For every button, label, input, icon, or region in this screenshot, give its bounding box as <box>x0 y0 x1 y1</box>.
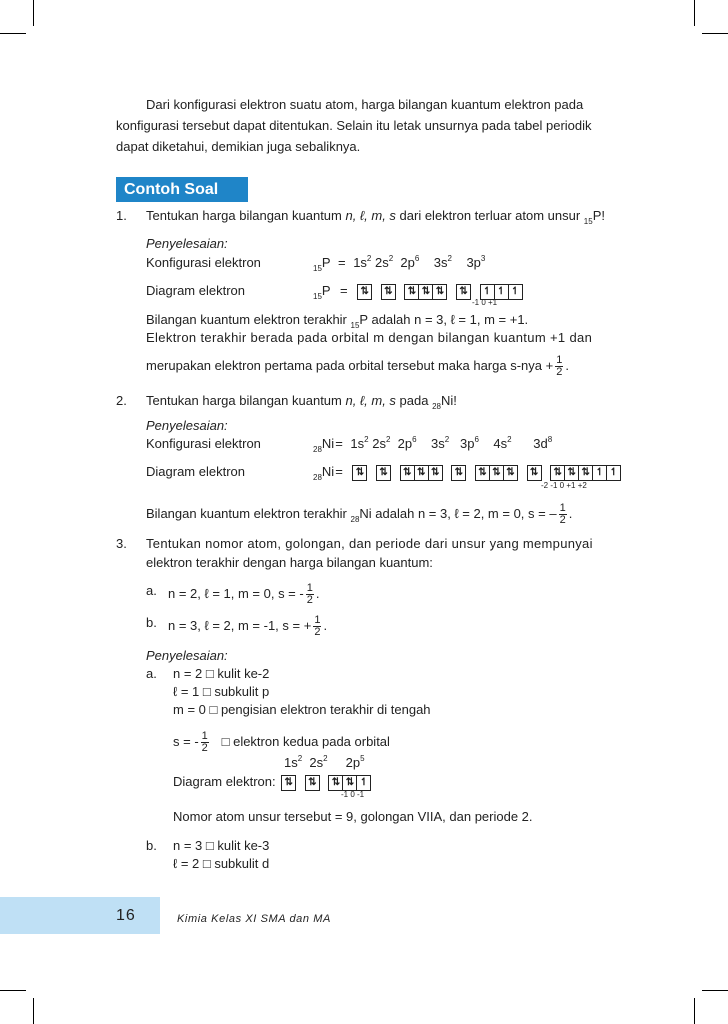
config-element: P <box>321 255 331 270</box>
orbital: 2p <box>345 755 361 770</box>
q1-m-values: -1 0 +1 <box>472 298 498 307</box>
q3-line2: elektron terakhir dengan harga bilangan kuantum: <box>146 555 433 570</box>
orbital-box: ↿ <box>356 775 371 791</box>
crop-mark <box>694 0 695 26</box>
orbital-box: ⇅ <box>564 465 579 481</box>
orbital-count: 2 <box>447 254 452 263</box>
q3-sa-diagram <box>173 774 376 791</box>
orbital: 3p <box>466 255 481 270</box>
orbital-group-1s <box>357 283 371 300</box>
orbital-count: 8 <box>547 435 553 444</box>
q3-sa-label: a. <box>146 666 157 681</box>
q2-config-label: Konfigurasi elektron <box>146 436 261 451</box>
q2-element: Ni! <box>440 393 457 408</box>
q1-vars: n, ℓ, m, s <box>345 208 396 223</box>
diagram-element: P <box>321 283 331 298</box>
q3-sb-label: b. <box>146 838 157 853</box>
q3-b-label: b. <box>146 615 157 630</box>
section-title-text: Contoh Soal <box>124 181 219 198</box>
q2-sub: 28 <box>432 402 441 411</box>
orbital-group-3s <box>451 464 465 481</box>
fraction <box>555 355 563 378</box>
q2-line1 <box>146 503 572 526</box>
orbital-box: ⇅ <box>376 465 391 481</box>
q1-element: P! <box>592 208 605 223</box>
orbital-box: ⇅ <box>550 465 565 481</box>
orbital-group-4s <box>527 464 541 481</box>
orbital-count: 6 <box>412 435 417 444</box>
orbital-count: 2 <box>507 435 512 444</box>
orbital-count: 2 <box>323 754 328 763</box>
q2-m-values: -2 -1 0 +1 +2 <box>541 481 587 490</box>
orbital-box: ⇅ <box>404 284 419 300</box>
orbital: 1s <box>284 755 298 770</box>
page-number: 16 <box>116 907 136 924</box>
orbital-box: ⇅ <box>305 775 320 791</box>
q1-text-pre: Tentukan harga bilangan kuantum <box>146 208 346 223</box>
end-dot: . <box>315 585 320 601</box>
footer-bar <box>0 897 160 934</box>
config-eq: = <box>337 255 346 270</box>
orbital-group-3s <box>456 283 470 300</box>
book-title: Kimia Kelas XI SMA dan MA <box>177 913 331 925</box>
q3-sa-result: Nomor atom unsur tersebut = 9, golongan VIIA, dan periode 2. <box>173 809 533 824</box>
orbital-count: 2 <box>388 254 394 263</box>
intro-line: Dari konfigurasi elektron suatu atom, harga bilangan kuantum elektron pada <box>146 97 584 112</box>
orbital-box: ↿ <box>592 465 607 481</box>
q3-sa-diagram-label: Diagram elektron: <box>173 774 276 789</box>
q2-diagram-label: Diagram elektron <box>146 464 245 479</box>
orbital-box: ⇅ <box>414 465 429 481</box>
orbital: 2s <box>375 255 389 270</box>
orbital-box: ⇅ <box>432 284 447 300</box>
q2-line1-pre: Bilangan kuantum elektron terakhir <box>146 505 351 521</box>
q2-line1-post: Ni adalah n = 3, ℓ = 2, m = 0, s = – <box>359 505 557 521</box>
orbital-count: 6 <box>414 254 420 263</box>
q2-config <box>313 436 552 454</box>
orbital: 1s <box>350 436 365 451</box>
diagram-sub: 28 <box>313 473 322 482</box>
q3-number: 3. <box>116 536 127 551</box>
q1-config-label: Konfigurasi elektron <box>146 255 261 270</box>
orbital: 1s <box>353 255 367 270</box>
q1-line1-pre: Bilangan kuantum elektron terakhir <box>146 312 351 327</box>
q1-line1-sub: 15 <box>350 321 360 330</box>
orbital-box: ⇅ <box>578 465 593 481</box>
orbital-box: ⇅ <box>489 465 504 481</box>
crop-mark <box>0 990 26 991</box>
end-dot: . <box>565 357 569 373</box>
config-sub: 28 <box>313 445 322 454</box>
q1-line1 <box>146 312 528 330</box>
q3-sb-line: ℓ = 2 □ subkulit d <box>173 856 270 871</box>
q2-solution-label: Penyelesaian: <box>146 418 228 433</box>
q3-a-label: a. <box>146 583 157 598</box>
crop-mark <box>33 998 34 1024</box>
orbital-box: ↿ <box>480 284 495 300</box>
orbital-box: ⇅ <box>328 775 343 791</box>
q3-sa-line: m = 0 □ pengisian elektron terakhir di tengah <box>173 702 431 717</box>
q3-sa-config <box>284 755 365 773</box>
orbital-box: ↿ <box>508 284 523 300</box>
orbital: 3s <box>431 436 445 451</box>
orbital-group-3d <box>550 464 620 481</box>
q1-text-mid: dari elektron terluar atom unsur <box>395 208 584 223</box>
q1-question <box>146 208 605 226</box>
q2-diagram <box>313 464 626 482</box>
q3-line1: Tentukan nomor atom, golongan, dan periode dari unsur yang mempunyai <box>146 536 593 551</box>
orbital-box: ⇅ <box>342 775 357 791</box>
orbital-box: ⇅ <box>527 465 542 481</box>
crop-mark <box>0 33 26 34</box>
q1-diagram-label: Diagram elektron <box>146 283 245 298</box>
q3-sa-s-pre: s = - <box>173 733 199 749</box>
orbital-box: ⇅ <box>352 465 367 481</box>
fraction <box>559 503 567 526</box>
intro-line: dapat diketahui, demikian juga sebaliknya. <box>116 139 361 154</box>
orbital-box: ⇅ <box>281 775 296 791</box>
q3-solution-label: Penyelesaian: <box>146 648 228 663</box>
orbital-box: ⇅ <box>475 465 490 481</box>
fraction-den: 2 <box>314 626 321 638</box>
q3-a-text: n = 2, ℓ = 1, m = 0, s = - <box>168 585 304 601</box>
crop-mark <box>702 33 728 34</box>
orbital: 4s <box>493 436 508 451</box>
orbital: 3d <box>533 436 548 451</box>
q2-vars: n, ℓ, m, s <box>345 393 396 408</box>
orbital-group-1s <box>281 774 295 791</box>
diagram-eq: = <box>335 464 343 479</box>
fraction-den: 2 <box>559 514 566 526</box>
orbital-count: 5 <box>360 754 365 763</box>
fraction-num: 1 <box>306 582 313 594</box>
orbital-box: ⇅ <box>503 465 518 481</box>
crop-mark <box>33 0 34 26</box>
diagram-sub: 15 <box>313 292 322 301</box>
config-element: Ni <box>321 436 335 451</box>
crop-mark <box>702 990 728 991</box>
orbital-group-2p <box>400 464 442 481</box>
orbital-group-2p <box>328 774 370 791</box>
orbital-group-2s <box>376 464 390 481</box>
orbital-count: 2 <box>444 435 450 444</box>
orbital-box: ⇅ <box>451 465 466 481</box>
q1-line2: Elektron terakhir berada pada orbital m dengan bilangan kuantum +1 dan <box>146 330 593 345</box>
q2-line1-sub: 28 <box>350 514 360 524</box>
orbital: 2p <box>400 255 415 270</box>
orbital: 2p <box>397 436 413 451</box>
orbital-box: ⇅ <box>428 465 443 481</box>
end-dot: . <box>568 505 573 521</box>
orbital: 3s <box>433 255 448 270</box>
orbital-box: ⇅ <box>400 465 415 481</box>
fraction <box>201 731 209 754</box>
q1-sub: 15 <box>583 217 593 226</box>
diagram-element: Ni <box>321 464 335 479</box>
orbital-count: 2 <box>385 435 391 444</box>
section-title <box>116 177 248 202</box>
orbital-count: 6 <box>474 435 479 444</box>
fraction-num: 1 <box>201 730 208 742</box>
q2-question <box>146 393 457 411</box>
q2-text-pre: Tentukan harga bilangan kuantum <box>146 393 346 408</box>
fraction-num: 1 <box>556 354 563 366</box>
q3-sb-line: n = 3 □ kulit ke-3 <box>173 838 270 853</box>
q2-text-mid: pada <box>395 393 433 408</box>
q1-line1-post: P adalah n = 3, ℓ = 1, m = +1. <box>359 312 529 327</box>
diagram-eq: = <box>339 283 348 298</box>
orbital-box: ⇅ <box>357 284 372 300</box>
orbital-group-2p <box>404 283 446 300</box>
q3-sa-line: ℓ = 1 □ subkulit p <box>173 684 270 699</box>
q1-line3 <box>146 355 569 378</box>
q3-sa-m-values: -1 0 -1 <box>341 790 365 799</box>
orbital-box: ⇅ <box>456 284 471 300</box>
end-dot: . <box>323 617 328 633</box>
crop-mark <box>694 998 695 1024</box>
fraction-num: 1 <box>559 502 566 514</box>
fraction-num: 1 <box>314 614 321 626</box>
orbital: 2s <box>309 755 324 770</box>
orbital-box: ⇅ <box>381 284 396 300</box>
fraction-den: 2 <box>556 366 563 378</box>
orbital-count: 2 <box>364 435 369 444</box>
orbital-count: 3 <box>480 254 486 263</box>
fraction-den: 2 <box>306 594 313 606</box>
q1-line3-text: merupakan elektron pertama pada orbital tersebut maka harga s-nya + <box>146 357 554 373</box>
q3-a <box>168 583 319 606</box>
orbital-count: 2 <box>366 254 372 263</box>
q1-number: 1. <box>116 208 127 223</box>
orbital-group-2s <box>305 774 319 791</box>
q1-solution-label: Penyelesaian: <box>146 236 228 251</box>
q3-sa-s <box>173 731 390 754</box>
orbital-box: ⇅ <box>418 284 433 300</box>
q3-sa-line: n = 2 □ kulit ke-2 <box>173 666 270 681</box>
fraction <box>313 615 321 638</box>
orbital: 3p <box>460 436 475 451</box>
q3-sa-s-post: □ elektron kedua pada orbital <box>221 733 390 749</box>
fraction <box>306 583 314 606</box>
orbital-box: ↿ <box>494 284 509 300</box>
orbital-group-1s <box>352 464 366 481</box>
q1-config <box>313 255 485 273</box>
orbital-box: ↿ <box>606 465 621 481</box>
orbital-count: 2 <box>297 754 303 763</box>
orbital-group-3p <box>475 464 517 481</box>
config-eq: = <box>335 436 343 451</box>
fraction-den: 2 <box>201 742 208 754</box>
q3-b-text: n = 3, ℓ = 2, m = -1, s = + <box>168 617 312 633</box>
intro-line: konfigurasi tersebut dapat ditentukan. Selain itu letak unsurnya pada tabel periodik <box>116 118 592 133</box>
orbital-group-2s <box>381 283 395 300</box>
q3-b <box>168 615 327 638</box>
config-sub: 15 <box>313 264 322 273</box>
orbital: 2s <box>372 436 386 451</box>
q2-number: 2. <box>116 393 127 408</box>
